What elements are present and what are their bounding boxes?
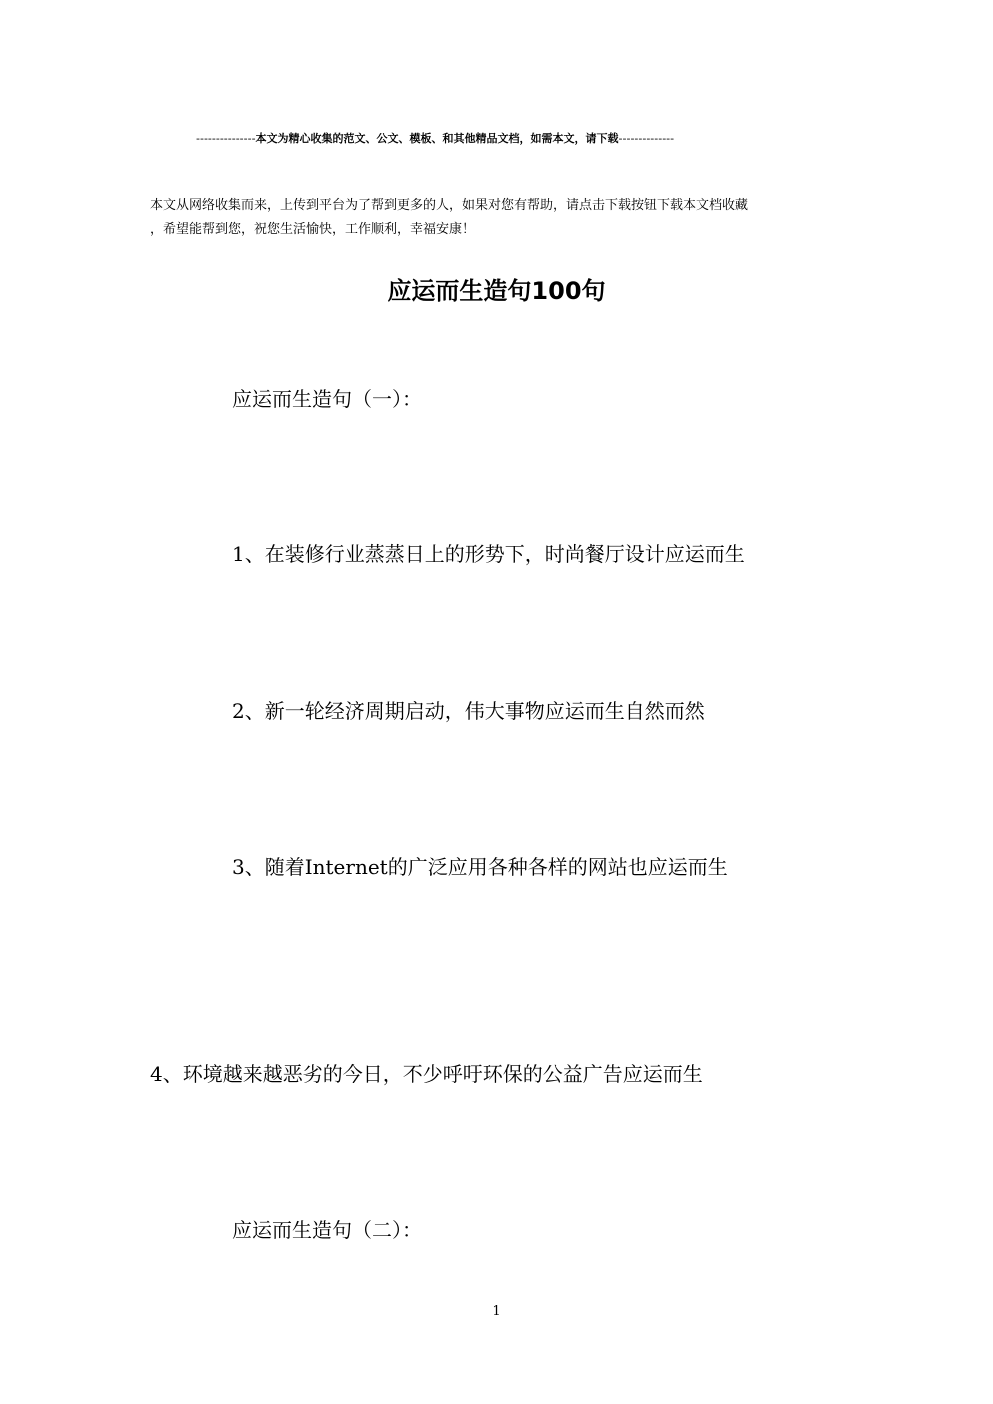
sentence-item-1: 1、在装修行业蒸蒸日上的形势下，时尚餐厅设计应运而生	[232, 542, 745, 566]
sentence-item-4: 4、环境越来越恶劣的今日，不少呼吁环保的公益广告应运而生	[150, 1062, 703, 1086]
intro-line-1: 本文从网络收集而来，上传到平台为了帮到更多的人，如果对您有帮助，请点击下载按钮下载本文档收藏	[150, 198, 749, 213]
sentence-item-2: 2、新一轮经济周期启动，伟大事物应运而生自然而然	[232, 699, 705, 723]
header-dashes-right: --------------	[618, 132, 675, 145]
header-dashes-left: ---------------	[196, 132, 256, 145]
section-heading-2: 应运而生造句（二）：	[232, 1218, 422, 1242]
intro-paragraph	[150, 194, 850, 242]
header-banner	[196, 131, 798, 147]
page-number: 1	[492, 1304, 501, 1319]
sentence-item-3: 3、随着Internet的广泛应用各种各样的网站也应运而生	[232, 855, 728, 879]
intro-line-2: ，希望能帮到您，祝您生活愉快，工作顺利，幸福安康！	[150, 222, 476, 237]
section-heading-1: 应运而生造句（一）：	[232, 387, 422, 411]
document-title: 应运而生造句100句	[387, 277, 606, 305]
header-banner-text: 本文为精心收集的范文、公文、模板、和其他精品文档，如需本文，请下载	[255, 132, 619, 145]
